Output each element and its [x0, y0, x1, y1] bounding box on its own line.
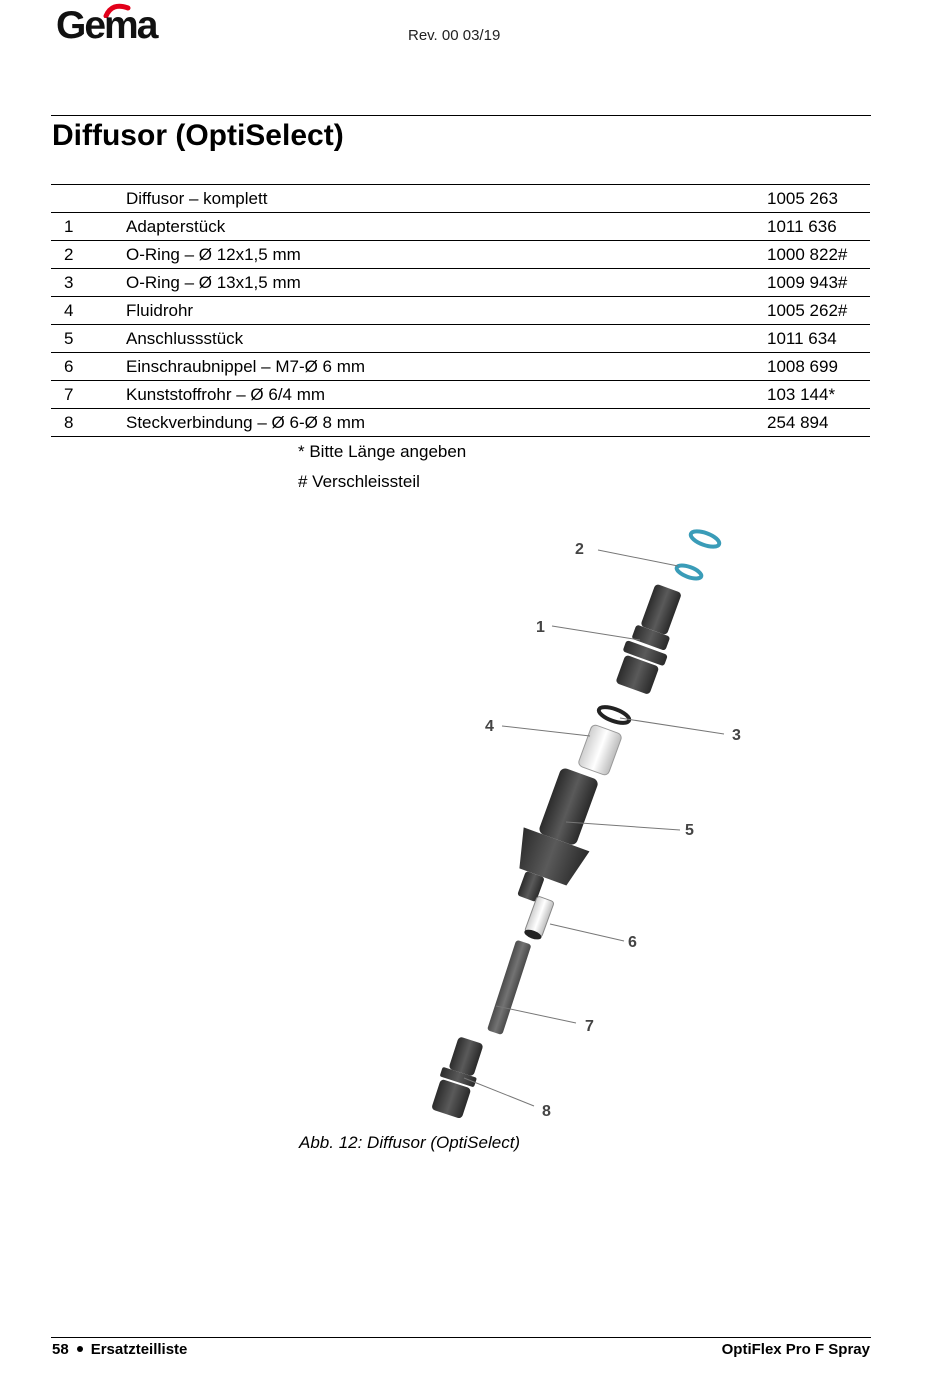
table-row	[51, 213, 870, 241]
oring-3	[597, 704, 631, 726]
footer-rule	[51, 1337, 871, 1338]
row-part-number: 1000 822#	[767, 241, 870, 269]
oring-2-upper	[689, 528, 721, 550]
callout-5: 5	[685, 822, 694, 839]
row-position: 1	[51, 213, 126, 241]
callout-8: 8	[542, 1103, 551, 1120]
row-description: Steckverbindung – Ø 6-Ø 8 mm	[126, 409, 767, 437]
row-description: Diffusor – komplett	[126, 185, 767, 213]
length-note: * Bitte Länge angeben	[298, 442, 467, 461]
callout-4: 4	[485, 718, 494, 735]
row-description: Kunststoffrohr – Ø 6/4 mm	[126, 381, 767, 409]
row-part-number: 1008 699	[767, 353, 870, 381]
table-row	[51, 409, 870, 437]
section-name: Ersatzteilliste	[90, 1341, 188, 1358]
fluid-tube	[577, 724, 622, 776]
table-row	[51, 353, 870, 381]
screw-nipple	[523, 896, 554, 942]
row-description: Fluidrohr	[126, 297, 767, 325]
wear-part-note: # Verschleissteil	[298, 472, 420, 491]
row-part-number: 254 894	[767, 409, 870, 437]
table-row	[51, 325, 870, 353]
table-row	[51, 241, 870, 269]
row-position: 6	[51, 353, 126, 381]
row-part-number: 1009 943#	[767, 269, 870, 297]
table-row	[51, 185, 870, 213]
logo-text: Gema	[56, 4, 157, 47]
push-in-fitting	[429, 1034, 487, 1119]
row-description: Adapterstück	[126, 213, 767, 241]
row-position: 4	[51, 297, 126, 325]
footer-left	[52, 1341, 187, 1358]
callout-2: 2	[575, 541, 584, 558]
row-position: 8	[51, 409, 126, 437]
product-name: OptiFlex Pro F Spray	[721, 1341, 870, 1358]
bullet-icon	[77, 1346, 83, 1352]
row-description: Anschlussstück	[126, 325, 767, 353]
row-position	[51, 185, 126, 213]
callout-7: 7	[585, 1018, 594, 1035]
callout-1: 1	[536, 619, 545, 636]
callout-3: 3	[732, 727, 741, 744]
page-title: Diffusor (OptiSelect)	[52, 119, 344, 152]
adapter-piece	[612, 581, 690, 697]
row-description: O-Ring – Ø 12x1,5 mm	[126, 241, 767, 269]
row-part-number: 1005 263	[767, 185, 870, 213]
table-row	[51, 297, 870, 325]
row-description: O-Ring – Ø 13x1,5 mm	[126, 269, 767, 297]
plastic-tube	[487, 940, 532, 1035]
page-number: 58	[52, 1341, 69, 1358]
revision-label: Rev. 00 03/19	[408, 27, 501, 44]
connector-piece	[501, 762, 613, 914]
row-part-number: 1011 634	[767, 325, 870, 353]
row-part-number: 1005 262#	[767, 297, 870, 325]
oring-2-lower	[675, 563, 703, 581]
parts-table	[51, 184, 870, 437]
row-description: Einschraubnippel – M7-Ø 6 mm	[126, 353, 767, 381]
callout-6: 6	[628, 934, 637, 951]
row-position: 7	[51, 381, 126, 409]
row-position: 5	[51, 325, 126, 353]
diffusor-exploded-view	[420, 520, 780, 1130]
row-part-number: 103 144*	[767, 381, 870, 409]
row-position: 3	[51, 269, 126, 297]
table-row	[51, 381, 870, 409]
row-position: 2	[51, 241, 126, 269]
row-part-number: 1011 636	[767, 213, 870, 241]
figure-caption: Abb. 12: Diffusor (OptiSelect)	[299, 1133, 521, 1152]
table-row	[51, 269, 870, 297]
